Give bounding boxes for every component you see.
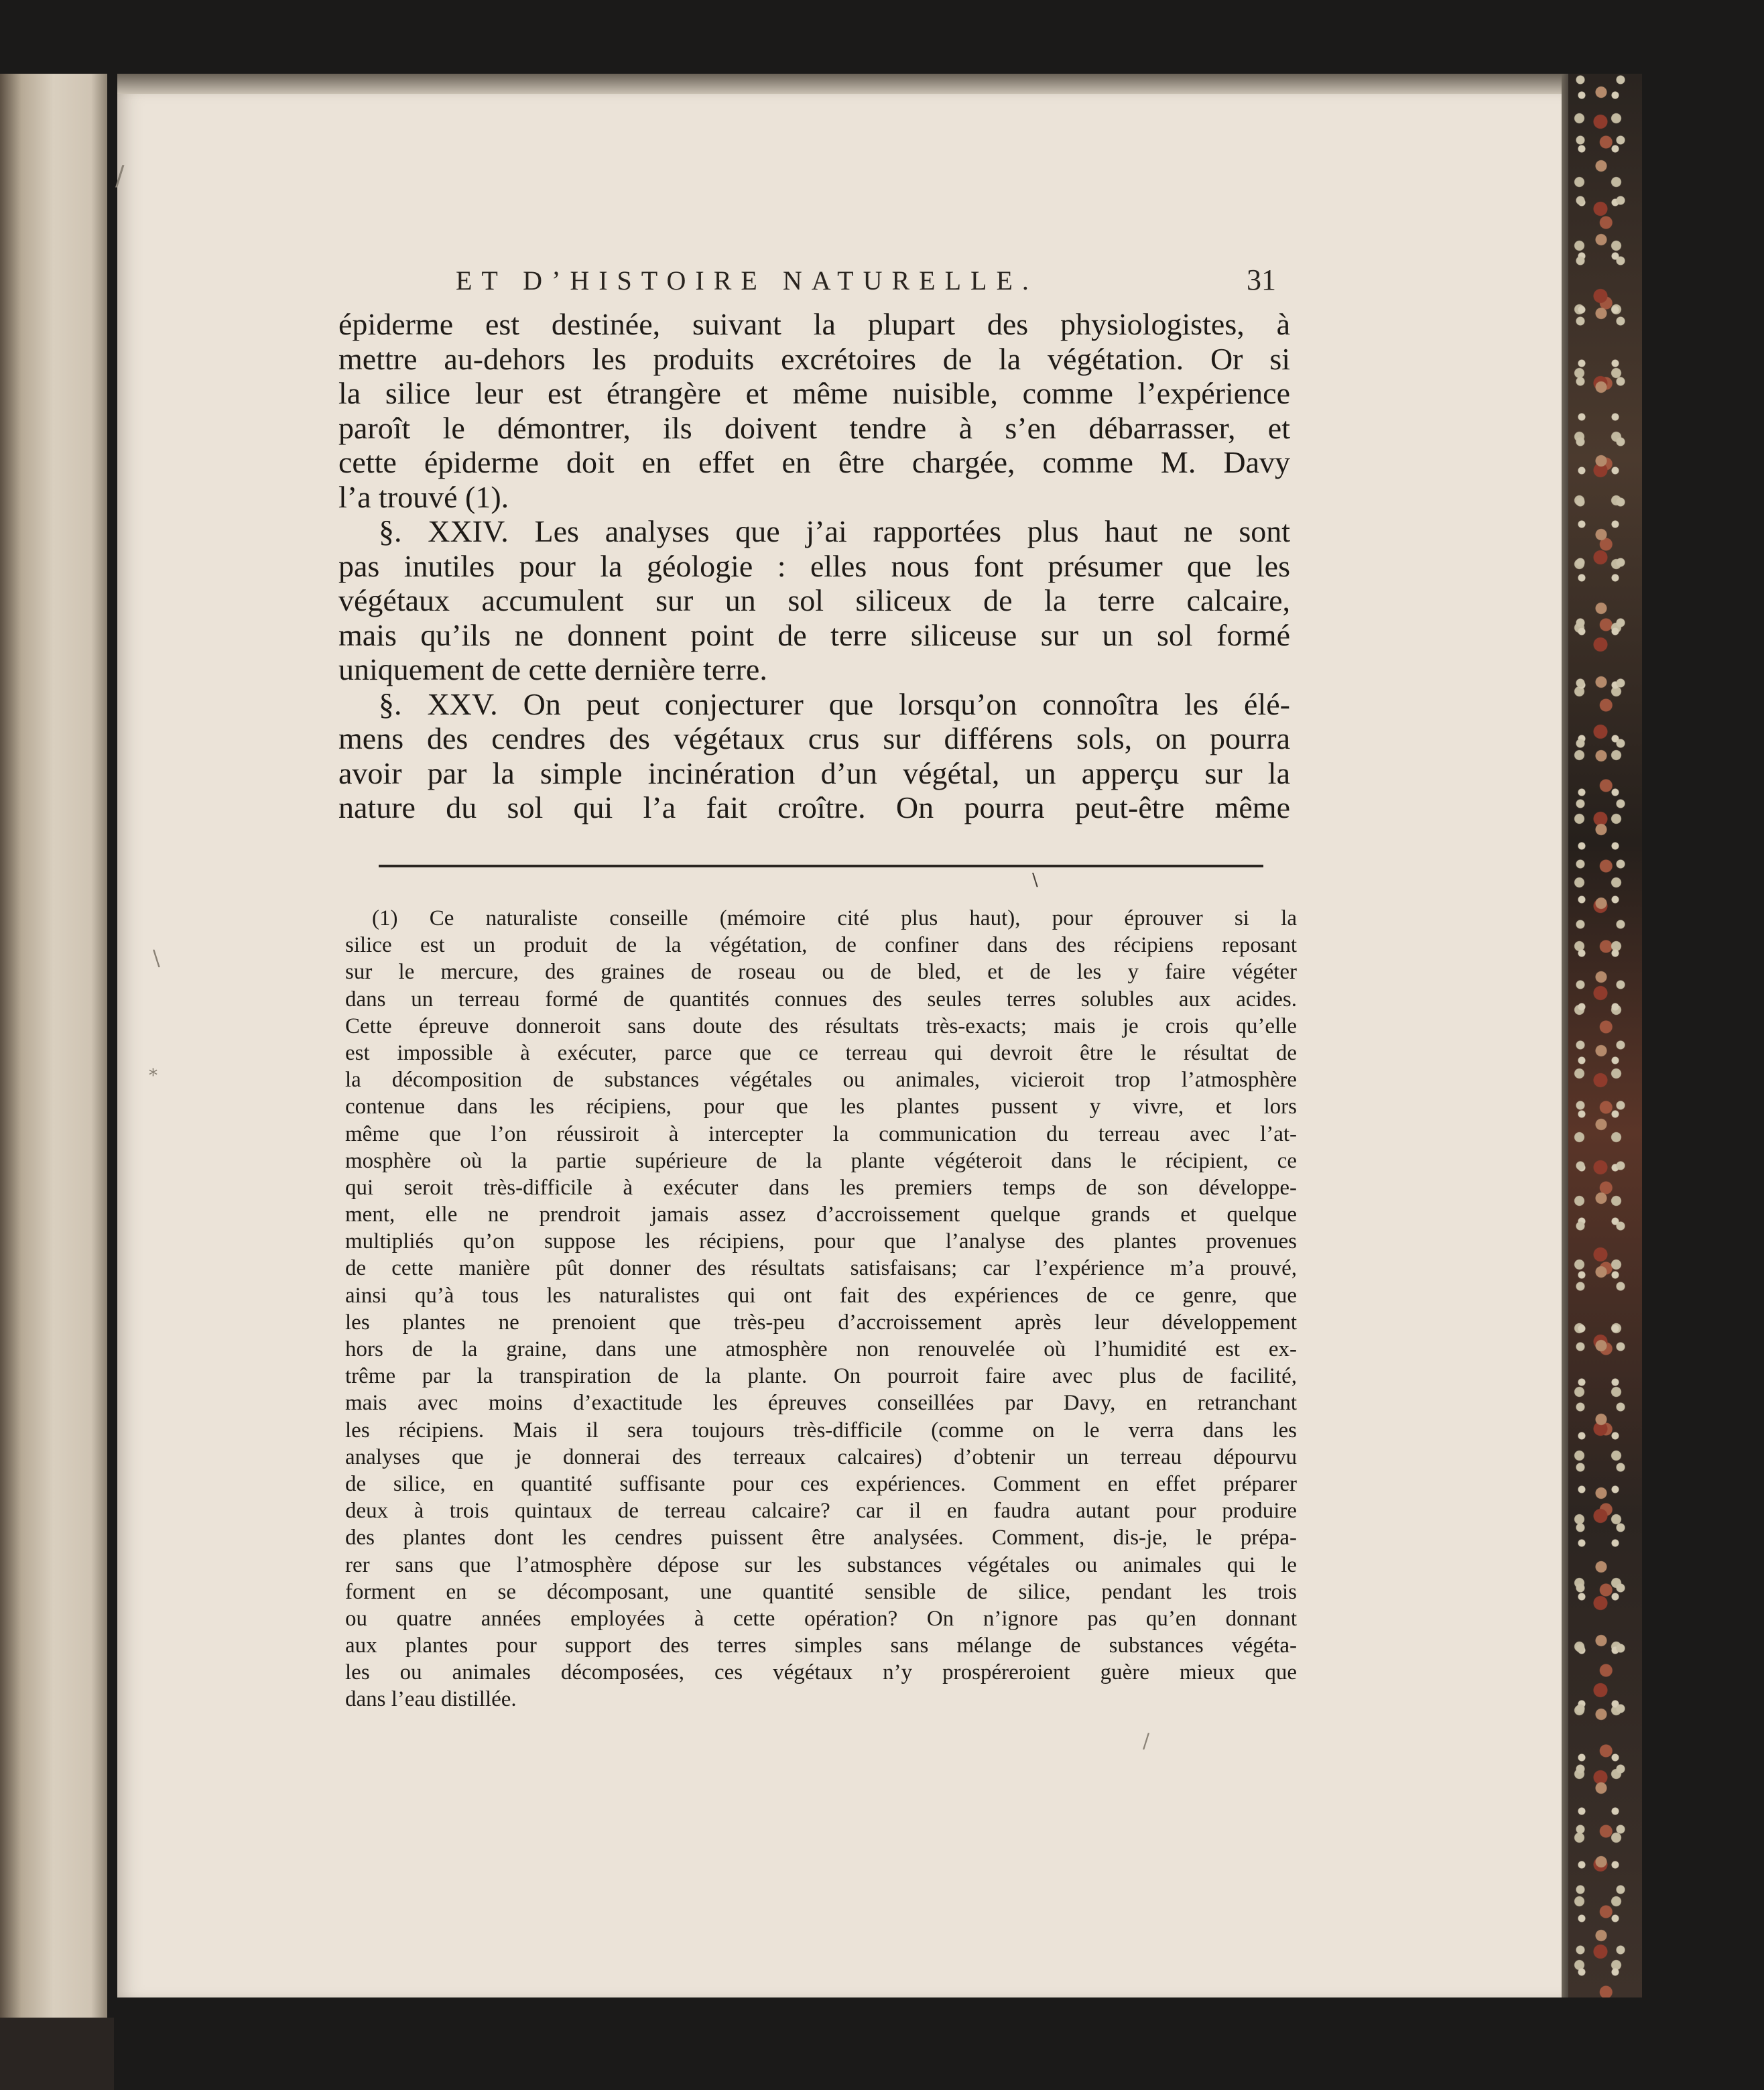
page-number: 31 xyxy=(1247,263,1276,296)
stray-mark: \ xyxy=(153,945,160,971)
footnote-line: les plantes ne prenoient que très-peu d’accroissement après leur développement xyxy=(345,1310,1297,1335)
footnote-line: contenue dans les récipiens, pour que les plantes pussent y vivre, et lors xyxy=(345,1095,1297,1119)
body-line: l’a trouvé (1). xyxy=(338,479,509,514)
body-line: végétaux accumulent sur un sol siliceux de la terre calcaire, xyxy=(338,583,1290,617)
footnote-line: multipliés qu’on suppose les récipiens, pour que l’analyse des plantes provenues xyxy=(345,1229,1297,1254)
footnote-line: sur le mercure, des graines de roseau ou de bled, et de les y faire végéter xyxy=(345,960,1297,985)
footnote xyxy=(345,905,1297,1713)
footnote-line: même que l’on réussiroit à intercepter la communication du terreau avec l’at- xyxy=(345,1121,1297,1146)
footnote-line: analyses que je donnerai des terreaux calcaires) d’obtenir un terreau dépourvu xyxy=(345,1444,1297,1469)
footnote-line: trême par la transpiration de la plante. On pourroit faire avec plus de facilité, xyxy=(345,1364,1297,1389)
footnote-line: dans l’eau distillée. xyxy=(345,1687,517,1712)
body-line: pas inutiles pour la géologie : elles nous font présumer que les xyxy=(338,548,1290,583)
footnote-line: de cette manière pût donner des résultats satisfaisans; car l’expérience m’a prouvé, xyxy=(345,1256,1297,1281)
body-line: avoir par la simple incinération d’un végétal, un apperçu sur la xyxy=(338,755,1290,790)
footnote-separator-rule xyxy=(379,865,1263,867)
body-line: mens des cendres des végétaux crus sur différens sols, on pourra xyxy=(338,721,1290,755)
footnote-line: silice est un produit de la végétation, de confiner dans des récipiens reposant xyxy=(345,933,1297,958)
footnote-line: dans un terreau formé de quantités connues des seules terres solubles aux acides. xyxy=(345,987,1297,1011)
running-head: ET D’HISTOIRE NATURELLE. xyxy=(456,265,1038,296)
footnote-line: les ou animales décomposées, ces végétaux n’y prospéreroient guère mieux que xyxy=(345,1660,1297,1685)
stray-mark: / xyxy=(115,161,125,192)
footnote-line: Cette épreuve donneroit sans doute des résultats très-exacts; mais je crois qu’elle xyxy=(345,1013,1297,1038)
stray-mark: / xyxy=(1143,1729,1150,1753)
footnote-line: rer sans que l’atmosphère dépose sur les substances végétales ou animales qui le xyxy=(345,1552,1297,1577)
body-line: la silice leur est étrangère et même nuisible, comme l’expérience xyxy=(338,376,1290,410)
footnote-line: hors de la graine, dans une atmosphère non renouvelée où l’humidité est ex- xyxy=(345,1337,1297,1361)
page-top-shadow xyxy=(117,74,1572,97)
footnote-line: les récipiens. Mais il sera toujours très-difficile (comme on le verra dans les xyxy=(345,1418,1297,1442)
body-line: nature du sol qui l’a fait croître. On pourra peut-être même xyxy=(338,790,1290,824)
footnote-line: qui seroit très-difficile à exécuter dans les premiers temps de son développe- xyxy=(345,1175,1297,1200)
body-line: cette épiderme doit en effet en être chargée, comme M. Davy xyxy=(338,445,1290,479)
footnote-line: la décomposition de substances végétales ou animales, vicieroit trop l’atmosphère xyxy=(345,1068,1297,1093)
section-xxv-start: §. XXV. On peut conjecturer que lorsqu’on connoîtra les élé- xyxy=(379,686,1290,721)
stray-mark: \ xyxy=(1032,870,1038,890)
body-line: paroît le démontrer, ils doivent tendre à s’en débarrasser, et xyxy=(338,410,1290,445)
body-line: épiderme est destinée, suivant la plupart des physiologistes, à xyxy=(338,307,1290,341)
footnote-line: forment en se décomposant, une quantité sensible de silice, pendant les trois xyxy=(345,1579,1297,1604)
marbled-spine xyxy=(1568,74,1642,1997)
footnote-line: (1) Ce naturaliste conseille (mémoire cité plus haut), pour éprouver si la xyxy=(372,906,1297,930)
stray-mark: * xyxy=(149,1066,158,1086)
footnote-line: ou quatre années employées à cette opération? On n’ignore pas qu’en donnant xyxy=(345,1606,1297,1631)
left-facing-page-edge xyxy=(0,74,107,2018)
footnote-line: des plantes dont les cendres puissent être analysées. Comment, dis-je, le prépa- xyxy=(345,1526,1297,1550)
section-xxiv-start: §. XXIV. Les analyses que j’ai rapportées plus haut ne sont xyxy=(379,514,1290,548)
body-text xyxy=(338,307,1290,825)
footnote-line: mais avec moins d’exactitude les épreuves conseillées par Davy, en retranchant xyxy=(345,1391,1297,1416)
body-line: mettre au-dehors les produits excrétoires de la végétation. Or si xyxy=(338,341,1290,376)
footnote-line: ainsi qu’à tous les naturalistes qui ont fait des expériences de ce genre, que xyxy=(345,1283,1297,1308)
footnote-line: est impossible à exécuter, parce que ce terreau qui devroit être le résultat de xyxy=(345,1040,1297,1065)
left-cover-corner xyxy=(0,2018,114,2090)
footnote-line: aux plantes pour support des terres simples sans mélange de substances végéta- xyxy=(345,1634,1297,1658)
footnote-line: ment, elle ne prendroit jamais assez d’accroissement quelque grands et quelque xyxy=(345,1203,1297,1227)
body-line: mais qu’ils ne donnent point de terre siliceuse sur un sol formé xyxy=(338,617,1290,652)
footnote-line: de silice, en quantité suffisante pour ces expériences. Comment en effet préparer xyxy=(345,1471,1297,1496)
footnote-line: deux à trois quintaux de terreau calcaire? car il en faudra autant pour produire xyxy=(345,1499,1297,1524)
footnote-line: mosphère où la partie supérieure de la plante végéteroit dans le récipient, ce xyxy=(345,1148,1297,1173)
body-line: uniquement de cette dernière terre. xyxy=(338,652,767,686)
